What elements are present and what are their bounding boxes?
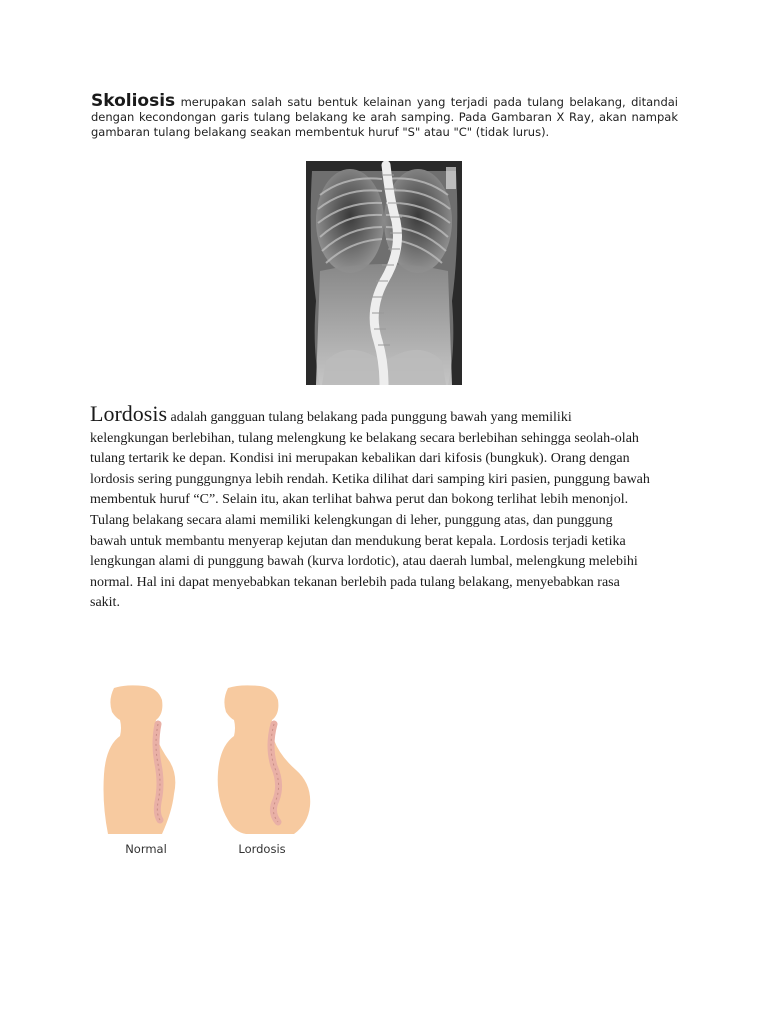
skoliosis-heading: Skoliosis [91, 91, 176, 111]
lordosis-paragraph-1 [90, 401, 650, 511]
lordosis-heading: Lordosis [90, 401, 167, 426]
posture-illustration [100, 684, 315, 844]
posture-comparison-figure [100, 684, 315, 874]
scoliosis-xray-image [306, 161, 462, 385]
caption-lordosis: Lordosis [238, 842, 286, 856]
lordosis-paragraph-2: Tulang belakang secara alami memiliki kelengkungan di leher, punggung atas, dan punggung bawah untuk membantu menyerap kejutan dan mendukung berat kepala. Lordosis terjadi ketika lengkungan alami di punggung bawah (kurva lordotic), atau daerah lumbal, melengkung melebihi normal. Hal ini dapat menyebabkan tekanan berlebih pada tulang belakang, menyebabkan rasa sakit. [90, 512, 638, 611]
lordosis-section [90, 401, 650, 614]
caption-normal: Normal [125, 842, 167, 856]
lordosis-silhouette [218, 685, 311, 834]
xray-graphic [306, 161, 462, 385]
normal-silhouette [104, 685, 176, 834]
skoliosis-body: merupakan salah satu bentuk kelainan yang terjadi pada tulang belakang, ditandai dengan kecondongan garis tulang belakang ke arah samping. Pada Gambaran X Ray, akan nampak gambaran tulang belakang seakan membentuk huruf "S" atau "C" (tidak lurus). [91, 95, 678, 139]
lordosis-body-1: adalah gangguan tulang belakang pada punggung bawah yang memiliki kelengkungan berlebihan, tulang melengkung ke belakang secara berlebihan sehingga seolah-olah tulang tertarik ke depan. Kondisi ini merupakan kebalikan dari kifosis (bungkuk). Orang dengan lordosis sering punggungnya lebih rendah. Ketika dilihat dari samping kiri pasien, punggung bawah membentuk huruf “C”. Selain itu, akan terlihat bahwa perut dan bokong terlihat lebih menonjol. [90, 410, 650, 508]
skoliosis-paragraph [91, 91, 678, 140]
